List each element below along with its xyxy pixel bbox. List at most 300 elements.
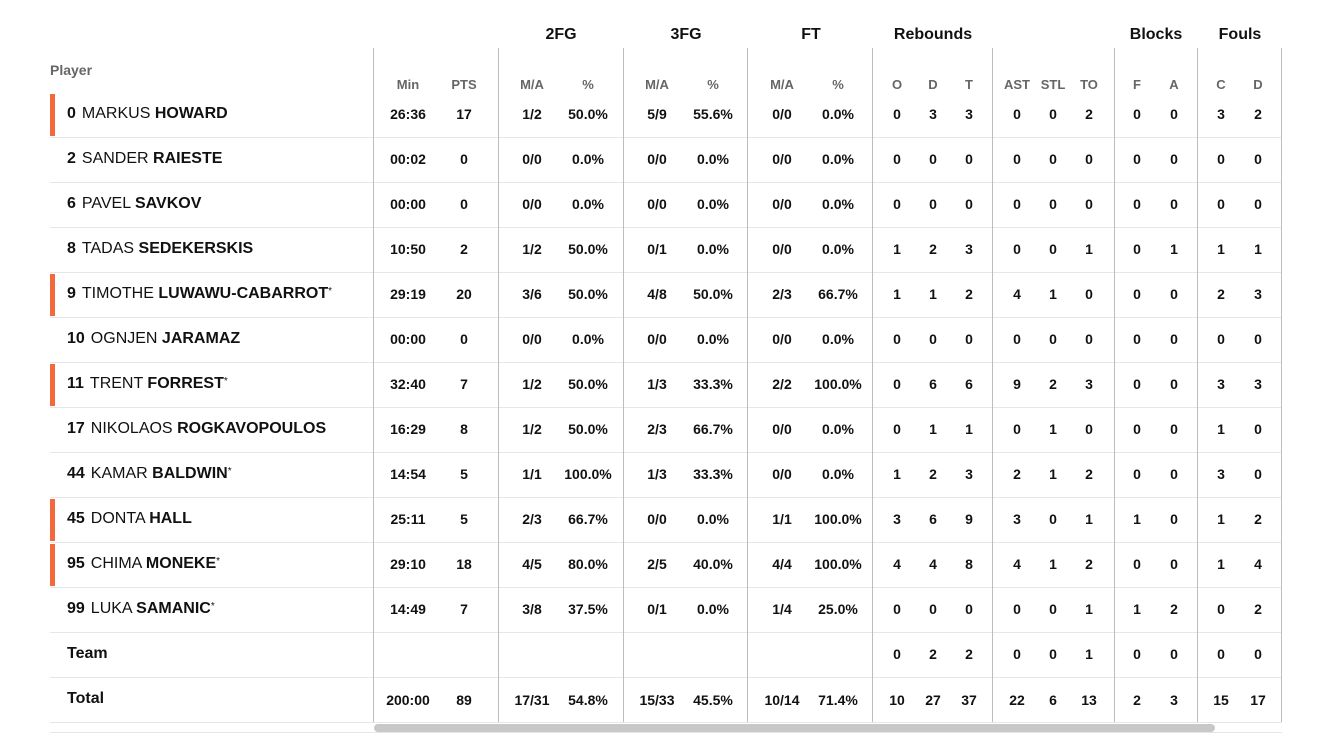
stat-foul-c: 15 <box>1213 692 1229 708</box>
stat-ft-ma: 0/0 <box>772 241 792 257</box>
starter-asterisk-icon: * <box>227 466 232 477</box>
stat-3fg-pct: 0.0% <box>697 331 729 347</box>
stat-reb-d: 6 <box>929 376 937 392</box>
on-court-marker <box>50 364 55 406</box>
stat-reb-d: 2 <box>929 466 937 482</box>
stat-foul-c: 1 <box>1217 421 1225 437</box>
stat-pts: 89 <box>456 692 472 708</box>
stat-reb-o: 0 <box>893 106 901 122</box>
last-name: HALL <box>149 510 192 527</box>
on-court-marker <box>50 544 55 586</box>
jersey-number: 9 <box>67 285 76 302</box>
stat-to: 2 <box>1085 466 1093 482</box>
last-name: BALDWIN <box>152 465 228 482</box>
first-name: OGNJEN <box>90 330 158 347</box>
stat-ft-pct: 100.0% <box>814 556 862 572</box>
horizontal-scrollbar[interactable] <box>374 724 1215 732</box>
stat-min: 00:00 <box>390 196 426 212</box>
last-name: LUWAWU-CABARROT <box>158 285 329 302</box>
stat-stl: 1 <box>1049 466 1057 482</box>
stat-2fg-ma: 1/2 <box>522 376 542 392</box>
stat-to: 1 <box>1085 646 1093 662</box>
stat-reb-o: 1 <box>893 286 901 302</box>
stat-blk-a: 0 <box>1170 511 1178 527</box>
first-name: TADAS <box>81 240 135 257</box>
stat-3fg-pct: 40.0% <box>693 556 733 572</box>
stat-ft-ma: 0/0 <box>772 106 792 122</box>
stat-min: 32:40 <box>390 376 426 392</box>
player-name <box>67 600 215 618</box>
stat-pts: 5 <box>460 511 468 527</box>
group-rebounds-header: Rebounds <box>893 26 973 43</box>
subheader-reb-t: T <box>965 77 973 92</box>
stat-ft-pct: 0.0% <box>822 421 854 437</box>
stat-pts: 17 <box>456 106 472 122</box>
subheader-reb-d: D <box>928 77 938 92</box>
first-name: NIKOLAOS <box>90 420 173 437</box>
stat-ast: 4 <box>1013 556 1021 572</box>
stat-pts: 2 <box>460 241 468 257</box>
stat-2fg-ma: 1/2 <box>522 241 542 257</box>
table-row <box>50 452 1282 498</box>
jersey-number: 11 <box>67 375 84 392</box>
player-name <box>67 420 326 438</box>
stat-2fg-pct: 0.0% <box>572 196 604 212</box>
group-blocks-header: Blocks <box>1129 26 1183 43</box>
subheader-foul-d: D <box>1253 77 1263 92</box>
stat-stl: 0 <box>1049 601 1057 617</box>
group-3fg-header: 3FG <box>670 26 702 43</box>
stat-foul-d: 3 <box>1254 376 1262 392</box>
stat-blk-f: 0 <box>1133 466 1141 482</box>
stat-ft-ma: 10/14 <box>764 692 800 708</box>
stat-to: 3 <box>1085 376 1093 392</box>
row-label: Team <box>67 645 108 662</box>
stat-reb-o: 0 <box>893 196 901 212</box>
stat-3fg-ma: 0/0 <box>647 511 667 527</box>
stat-foul-d: 0 <box>1254 331 1262 347</box>
stat-3fg-pct: 0.0% <box>697 151 729 167</box>
stat-2fg-pct: 66.7% <box>568 511 608 527</box>
column-divider <box>498 48 499 722</box>
jersey-number: 2 <box>67 150 76 167</box>
stat-reb-d: 2 <box>929 646 937 662</box>
stat-reb-d: 0 <box>929 601 937 617</box>
stat-reb-d: 4 <box>929 556 937 572</box>
stat-foul-c: 0 <box>1217 331 1225 347</box>
stat-blk-a: 1 <box>1170 241 1178 257</box>
stat-3fg-ma: 1/3 <box>647 376 667 392</box>
stat-ft-ma: 0/0 <box>772 331 792 347</box>
last-name: MONEKE <box>145 555 217 572</box>
stat-stl: 1 <box>1049 556 1057 572</box>
stat-pts: 0 <box>460 151 468 167</box>
stat-blk-f: 0 <box>1133 646 1141 662</box>
stat-stl: 0 <box>1049 151 1057 167</box>
stat-reb-o: 10 <box>889 692 905 708</box>
stat-blk-f: 0 <box>1133 331 1141 347</box>
stat-foul-d: 2 <box>1254 106 1262 122</box>
stat-blk-f: 0 <box>1133 196 1141 212</box>
on-court-marker <box>50 94 55 136</box>
stat-blk-f: 1 <box>1133 511 1141 527</box>
stat-pts: 20 <box>456 286 472 302</box>
stat-ast: 0 <box>1013 106 1021 122</box>
subheader-stl: STL <box>1040 77 1066 92</box>
stat-2fg-pct: 0.0% <box>572 151 604 167</box>
jersey-number: 44 <box>67 465 85 482</box>
stat-blk-f: 1 <box>1133 601 1141 617</box>
stat-ft-pct: 0.0% <box>822 241 854 257</box>
last-name: RAIESTE <box>153 150 223 167</box>
subheader-2fg-pct: % <box>582 77 594 92</box>
stat-3fg-pct: 0.0% <box>697 196 729 212</box>
stat-stl: 0 <box>1049 646 1057 662</box>
stat-reb-d: 0 <box>929 331 937 347</box>
stat-ast: 2 <box>1013 466 1021 482</box>
stat-ast: 9 <box>1013 376 1021 392</box>
stat-blk-a: 0 <box>1170 466 1178 482</box>
stat-reb-d: 2 <box>929 241 937 257</box>
stat-stl: 1 <box>1049 421 1057 437</box>
stat-to: 0 <box>1085 331 1093 347</box>
stat-2fg-pct: 50.0% <box>568 106 608 122</box>
stat-3fg-pct: 0.0% <box>697 601 729 617</box>
stat-blk-a: 0 <box>1170 646 1178 662</box>
column-divider <box>1197 48 1198 722</box>
stat-ft-ma: 0/0 <box>772 196 792 212</box>
stat-pts: 18 <box>456 556 472 572</box>
on-court-marker <box>50 499 55 541</box>
stat-3fg-ma: 0/0 <box>647 196 667 212</box>
stat-foul-c: 3 <box>1217 466 1225 482</box>
stat-foul-d: 4 <box>1254 556 1262 572</box>
last-name: SEDEKERSKIS <box>138 240 254 257</box>
stat-3fg-ma: 2/5 <box>647 556 667 572</box>
stat-ast: 0 <box>1013 196 1021 212</box>
table-bottom-divider <box>50 732 1282 733</box>
stat-reb-t: 3 <box>965 241 973 257</box>
stat-3fg-ma: 0/0 <box>647 331 667 347</box>
subheader-pts: PTS <box>451 77 477 92</box>
first-name: DONTA <box>90 510 145 527</box>
subheader-ft-ma: M/A <box>770 77 794 92</box>
stat-blk-f: 0 <box>1133 151 1141 167</box>
table-row <box>50 137 1282 183</box>
player-name <box>67 555 220 573</box>
stat-3fg-pct: 50.0% <box>693 286 733 302</box>
stat-reb-o: 0 <box>893 376 901 392</box>
stat-blk-f: 0 <box>1133 286 1141 302</box>
table-row <box>50 407 1282 453</box>
stat-2fg-pct: 50.0% <box>568 421 608 437</box>
stat-2fg-pct: 80.0% <box>568 556 608 572</box>
stat-stl: 6 <box>1049 692 1057 708</box>
subheader-blk-a: A <box>1169 77 1179 92</box>
stat-min: 16:29 <box>390 421 426 437</box>
subheader-ast: AST <box>1004 77 1030 92</box>
stat-to: 1 <box>1085 511 1093 527</box>
player-name <box>67 285 332 303</box>
stat-blk-f: 0 <box>1133 241 1141 257</box>
stat-ft-pct: 0.0% <box>822 151 854 167</box>
stat-to: 1 <box>1085 241 1093 257</box>
stat-foul-c: 1 <box>1217 511 1225 527</box>
stat-to: 2 <box>1085 556 1093 572</box>
stat-foul-d: 2 <box>1254 511 1262 527</box>
stat-blk-f: 0 <box>1133 106 1141 122</box>
stat-foul-d: 3 <box>1254 286 1262 302</box>
table-row <box>50 182 1282 228</box>
stat-2fg-pct: 50.0% <box>568 286 608 302</box>
stat-blk-a: 2 <box>1170 601 1178 617</box>
stat-foul-c: 0 <box>1217 646 1225 662</box>
stat-3fg-ma: 15/33 <box>639 692 675 708</box>
stat-reb-t: 0 <box>965 601 973 617</box>
first-name: TIMOTHE <box>81 285 154 302</box>
last-name: JARAMAZ <box>161 330 241 347</box>
stat-foul-d: 0 <box>1254 646 1262 662</box>
starter-asterisk-icon: * <box>328 286 333 297</box>
player-name <box>67 375 228 393</box>
stat-pts: 7 <box>460 376 468 392</box>
starter-asterisk-icon: * <box>216 556 221 567</box>
stat-ft-pct: 25.0% <box>818 601 858 617</box>
subheader-foul-c: C <box>1216 77 1226 92</box>
group-fouls-header: Fouls <box>1218 26 1262 43</box>
stat-reb-o: 0 <box>893 646 901 662</box>
stat-min: 29:19 <box>390 286 426 302</box>
table-row <box>50 362 1282 408</box>
stat-ast: 0 <box>1013 241 1021 257</box>
stat-reb-o: 3 <box>893 511 901 527</box>
table-row <box>50 227 1282 273</box>
column-divider <box>1281 48 1282 722</box>
stat-reb-t: 2 <box>965 286 973 302</box>
stat-to: 0 <box>1085 286 1093 302</box>
subheader-reb-o: O <box>891 77 903 92</box>
jersey-number: 8 <box>67 240 76 257</box>
stat-reb-t: 6 <box>965 376 973 392</box>
jersey-number: 17 <box>67 420 85 437</box>
stat-ast: 0 <box>1013 151 1021 167</box>
column-divider <box>872 48 873 722</box>
stat-3fg-pct: 0.0% <box>697 511 729 527</box>
stat-foul-c: 0 <box>1217 151 1225 167</box>
stat-2fg-pct: 54.8% <box>568 692 608 708</box>
stat-reb-d: 3 <box>929 106 937 122</box>
stat-2fg-pct: 37.5% <box>568 601 608 617</box>
stat-ft-pct: 0.0% <box>822 331 854 347</box>
stat-stl: 0 <box>1049 331 1057 347</box>
stat-stl: 1 <box>1049 286 1057 302</box>
stat-reb-d: 1 <box>929 421 937 437</box>
group-2fg-header: 2FG <box>545 26 577 43</box>
stat-2fg-ma: 0/0 <box>522 151 542 167</box>
stat-3fg-ma: 1/3 <box>647 466 667 482</box>
table-row <box>50 497 1282 543</box>
stat-foul-c: 1 <box>1217 241 1225 257</box>
column-divider <box>992 48 993 722</box>
last-name: ROGKAVOPOULOS <box>177 420 327 437</box>
stat-blk-a: 0 <box>1170 286 1178 302</box>
stat-reb-o: 0 <box>893 331 901 347</box>
stat-pts: 7 <box>460 601 468 617</box>
stat-foul-d: 0 <box>1254 151 1262 167</box>
column-divider <box>747 48 748 722</box>
stat-to: 13 <box>1081 692 1097 708</box>
stat-3fg-ma: 0/0 <box>647 151 667 167</box>
subheader-2fg-ma: M/A <box>520 77 544 92</box>
stat-3fg-pct: 45.5% <box>693 692 733 708</box>
last-name: FORREST <box>147 375 224 392</box>
player-name <box>67 150 222 168</box>
stat-ft-ma: 1/4 <box>772 601 792 617</box>
stat-reb-o: 0 <box>893 151 901 167</box>
stat-ast: 22 <box>1009 692 1025 708</box>
stat-min: 29:10 <box>390 556 426 572</box>
subheader-ft-pct: % <box>832 77 844 92</box>
stat-ast: 0 <box>1013 601 1021 617</box>
stat-stl: 2 <box>1049 376 1057 392</box>
stat-ft-ma: 0/0 <box>772 151 792 167</box>
stat-ft-pct: 100.0% <box>814 511 862 527</box>
stat-to: 0 <box>1085 196 1093 212</box>
stat-2fg-ma: 2/3 <box>522 511 542 527</box>
stat-ft-pct: 0.0% <box>822 196 854 212</box>
first-name: TRENT <box>89 375 143 392</box>
stat-foul-c: 3 <box>1217 376 1225 392</box>
player-name <box>67 105 228 123</box>
stat-blk-f: 0 <box>1133 376 1141 392</box>
stat-ast: 3 <box>1013 511 1021 527</box>
stat-blk-a: 0 <box>1170 421 1178 437</box>
stat-reb-t: 1 <box>965 421 973 437</box>
stat-2fg-pct: 50.0% <box>568 241 608 257</box>
stat-pts: 0 <box>460 196 468 212</box>
first-name: SANDER <box>81 150 149 167</box>
stat-min: 00:02 <box>390 151 426 167</box>
stat-min: 14:49 <box>390 601 426 617</box>
stat-pts: 8 <box>460 421 468 437</box>
player-name <box>67 465 232 483</box>
stat-3fg-pct: 33.3% <box>693 376 733 392</box>
subheader-blk-f: F <box>1133 77 1141 92</box>
player-name <box>67 195 201 213</box>
stat-to: 0 <box>1085 421 1093 437</box>
stat-reb-d: 0 <box>929 151 937 167</box>
jersey-number: 6 <box>67 195 76 212</box>
stat-foul-d: 2 <box>1254 601 1262 617</box>
stat-2fg-pct: 50.0% <box>568 376 608 392</box>
stat-ft-ma: 0/0 <box>772 466 792 482</box>
jersey-number: 95 <box>67 555 85 572</box>
stat-ast: 4 <box>1013 286 1021 302</box>
stat-reb-o: 0 <box>893 421 901 437</box>
stat-stl: 0 <box>1049 196 1057 212</box>
stat-2fg-ma: 17/31 <box>514 692 550 708</box>
last-name: SAVKOV <box>134 195 202 212</box>
stat-ast: 0 <box>1013 646 1021 662</box>
starter-asterisk-icon: * <box>210 601 215 612</box>
stat-stl: 0 <box>1049 511 1057 527</box>
stat-blk-a: 0 <box>1170 556 1178 572</box>
stat-foul-d: 0 <box>1254 466 1262 482</box>
stat-ft-pct: 100.0% <box>814 376 862 392</box>
stat-2fg-pct: 100.0% <box>564 466 612 482</box>
stat-reb-t: 0 <box>965 196 973 212</box>
first-name: CHIMA <box>90 555 142 572</box>
player-name <box>67 240 253 258</box>
table-row-team <box>50 632 1282 678</box>
stat-3fg-pct: 55.6% <box>693 106 733 122</box>
player-name <box>67 330 240 348</box>
stat-2fg-ma: 1/1 <box>522 466 542 482</box>
stat-foul-c: 0 <box>1217 601 1225 617</box>
first-name: MARKUS <box>81 105 151 122</box>
column-divider <box>623 48 624 722</box>
stat-foul-d: 0 <box>1254 421 1262 437</box>
stat-ast: 0 <box>1013 421 1021 437</box>
jersey-number: 0 <box>67 105 76 122</box>
stat-ft-ma: 2/2 <box>772 376 792 392</box>
stat-3fg-ma: 0/1 <box>647 241 667 257</box>
stat-2fg-ma: 1/2 <box>522 106 542 122</box>
stat-to: 2 <box>1085 106 1093 122</box>
stat-ft-ma: 4/4 <box>772 556 792 572</box>
stat-reb-o: 1 <box>893 466 901 482</box>
stat-blk-a: 0 <box>1170 331 1178 347</box>
stat-min: 00:00 <box>390 331 426 347</box>
stat-blk-a: 0 <box>1170 151 1178 167</box>
stat-3fg-pct: 0.0% <box>697 241 729 257</box>
first-name: LUKA <box>90 600 132 617</box>
stat-blk-a: 0 <box>1170 376 1178 392</box>
stat-ft-pct: 0.0% <box>822 106 854 122</box>
stat-reb-d: 0 <box>929 196 937 212</box>
stat-min: 26:36 <box>390 106 426 122</box>
stat-ft-ma: 1/1 <box>772 511 792 527</box>
player-column-header: Player <box>50 62 93 78</box>
stat-2fg-ma: 3/8 <box>522 601 542 617</box>
last-name: HOWARD <box>154 105 228 122</box>
stat-reb-d: 27 <box>925 692 941 708</box>
table-row-total <box>50 677 1282 723</box>
stat-ft-ma: 2/3 <box>772 286 792 302</box>
stat-min: 14:54 <box>390 466 426 482</box>
row-label: Total <box>67 690 105 707</box>
subheader-to: TO <box>1080 77 1098 92</box>
stat-blk-a: 0 <box>1170 106 1178 122</box>
stat-reb-o: 0 <box>893 601 901 617</box>
stat-pts: 0 <box>460 331 468 347</box>
stat-reb-t: 37 <box>961 692 977 708</box>
stat-reb-t: 3 <box>965 466 973 482</box>
subheader-min: Min <box>396 77 420 92</box>
stat-pts: 5 <box>460 466 468 482</box>
stat-to: 1 <box>1085 601 1093 617</box>
stat-foul-d: 0 <box>1254 196 1262 212</box>
column-divider <box>1114 48 1115 722</box>
stat-3fg-ma: 5/9 <box>647 106 667 122</box>
stat-min: 200:00 <box>386 692 430 708</box>
stat-ft-pct: 0.0% <box>822 466 854 482</box>
stat-ft-ma: 0/0 <box>772 421 792 437</box>
stat-min: 10:50 <box>390 241 426 257</box>
table-row <box>50 92 1282 138</box>
stat-stl: 0 <box>1049 106 1057 122</box>
table-row <box>50 317 1282 363</box>
